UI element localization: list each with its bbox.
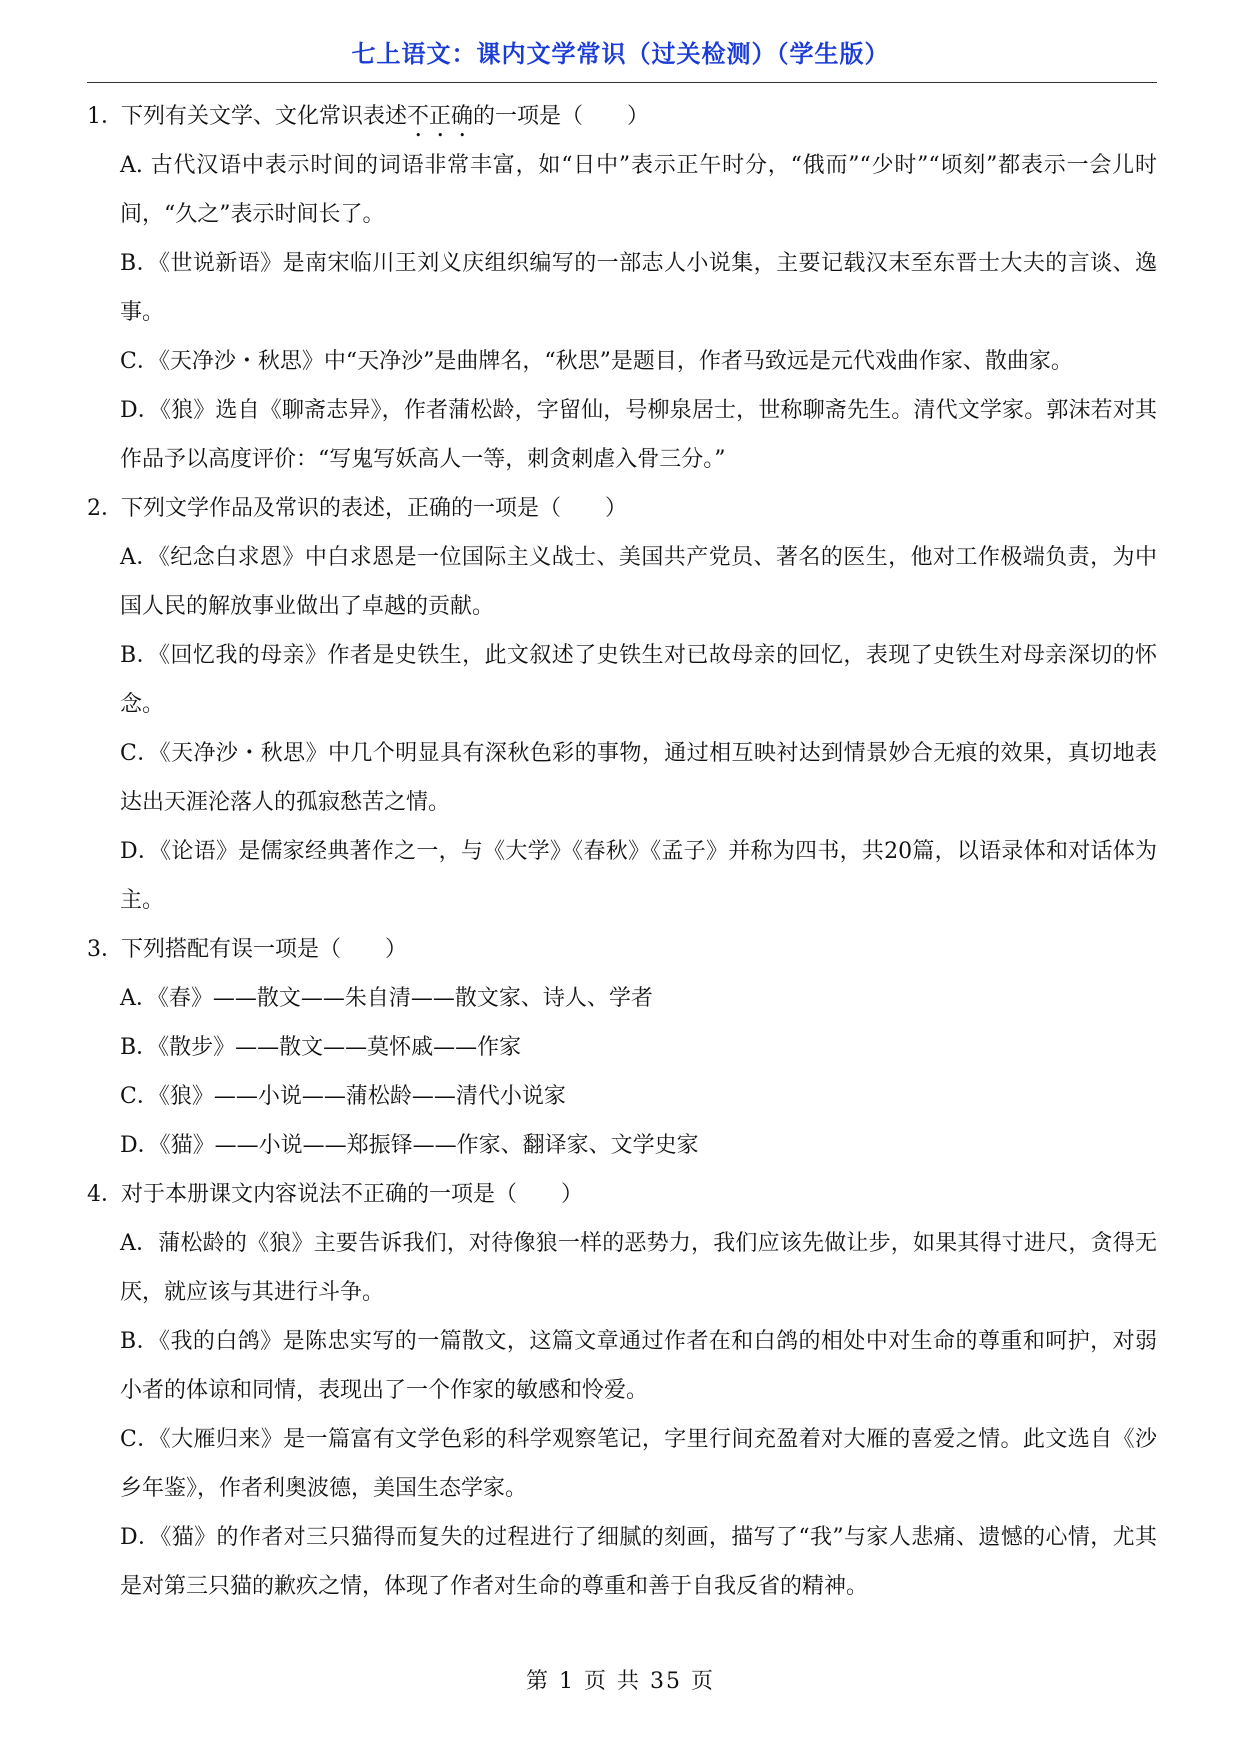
question-text: 下列搭配有误一项是（ ） — [121, 937, 408, 962]
option-d: D．《猫》的作者对三只猫得而复失的过程进行了细腻的刻画，描写了“我”与家人悲痛、遗憾的心情，尤其是对第三只猫的歉疚之情，体现了作者对生命的尊重和善于自我反省的精神。 — [120, 1525, 1157, 1599]
option-b: B．《回忆我的母亲》作者是史铁生，此文叙述了史铁生对已故母亲的回忆，表现了史铁生对母亲深切的怀念。 — [120, 643, 1157, 717]
question-4 — [87, 1170, 1157, 1611]
question-text: 对于本册课文内容说法不正确的一项是（ ） — [121, 1182, 584, 1207]
option-c: C．《狼》——小说——蒲松龄——清代小说家 — [120, 1084, 566, 1109]
question-stem — [87, 1170, 1157, 1219]
option-d: D．《猫》——小说——郑振铎——作家、翻译家、文学史家 — [120, 1133, 699, 1158]
option-b: B．《世说新语》是南宋临川王刘义庆组织编写的一部志人小说集，主要记载汉末至东晋士大夫的言谈、逸事。 — [120, 251, 1157, 325]
question-text: 下列文学作品及常识的表述，正确的一项是（ ） — [121, 496, 628, 521]
option-d: D．《论语》是儒家经典著作之一，与《大学》《春秋》《孟子》并称为四书，共20篇，以语录体和对话体为主。 — [120, 839, 1157, 913]
option-d: D．《狼》选自《聊斋志异》，作者蒲松龄，字留仙，号柳泉居士，世称聊斋先生。清代文学家。郭沫若对其作品予以高度评价：“写鬼写妖高人一等，刺贪刺虐入骨三分。” — [120, 398, 1157, 472]
question-number: 3． — [87, 937, 123, 962]
question-stem — [87, 925, 1157, 974]
question-stem — [87, 484, 1157, 533]
option-c: C．《大雁归来》是一篇富有文学色彩的科学观察笔记，字里行间充盈着对大雁的喜爱之情。此文选自《沙乡年鉴》，作者利奥波德，美国生态学家。 — [120, 1427, 1157, 1501]
question-number: 4． — [87, 1182, 123, 1207]
page-number-footer: 第 1 页 共 35 页 — [526, 1669, 715, 1694]
question-text-end: 的一项是（ ） — [473, 104, 650, 129]
question-2 — [87, 484, 1157, 925]
option-a: A．《春》——散文——朱自清——散文家、诗人、学者 — [120, 986, 653, 1011]
option-a: A. 古代汉语中表示时间的词语非常丰富，如“日中”表示正午时分，“俄而”“少时”“顷刻”都表示一会儿时间，“久之”表示时间长了。 — [120, 153, 1157, 227]
option-c: C．《天净沙・秋思》中“天净沙”是曲牌名，“秋思”是题目，作者马致远是元代戏曲作家、散曲家。 — [120, 349, 1073, 374]
question-stem — [87, 92, 1157, 141]
option-c: C．《天净沙・秋思》中几个明显具有深秋色彩的事物，通过相互映衬达到情景妙合无痕的效果，真切地表达出天涯沦落人的孤寂愁苦之情。 — [120, 741, 1157, 815]
question-list — [87, 92, 1157, 1611]
option-a: A．《纪念白求恩》中白求恩是一位国际主义战士、美国共产党员、著名的医生，他对工作极端负责，为中国人民的解放事业做出了卓越的贡献。 — [120, 545, 1157, 619]
question-number: 2． — [87, 496, 123, 521]
option-b: B．《散步》——散文——莫怀戚——作家 — [120, 1035, 522, 1060]
option-a: A．蒲松龄的《狼》主要告诉我们，对待像狼一样的恶势力，我们应该先做让步，如果其得寸进尺，贪得无厌，就应该与其进行斗争。 — [120, 1231, 1157, 1305]
question-3 — [87, 925, 1157, 1170]
emphasized-text: 不正确 — [407, 104, 474, 129]
question-text: 下列有关文学、文化常识表述 — [121, 104, 408, 129]
title-divider — [87, 82, 1157, 83]
question-number: 1． — [87, 104, 123, 129]
page-title: 七上语文：课内文学常识（过关检测）（学生版） — [351, 40, 890, 68]
option-b: B．《我的白鸽》是陈忠实写的一篇散文，这篇文章通过作者在和白鸽的相处中对生命的尊重和呵护，对弱小者的体谅和同情，表现出了一个作家的敏感和怜爱。 — [120, 1329, 1157, 1403]
question-1 — [87, 92, 1157, 484]
